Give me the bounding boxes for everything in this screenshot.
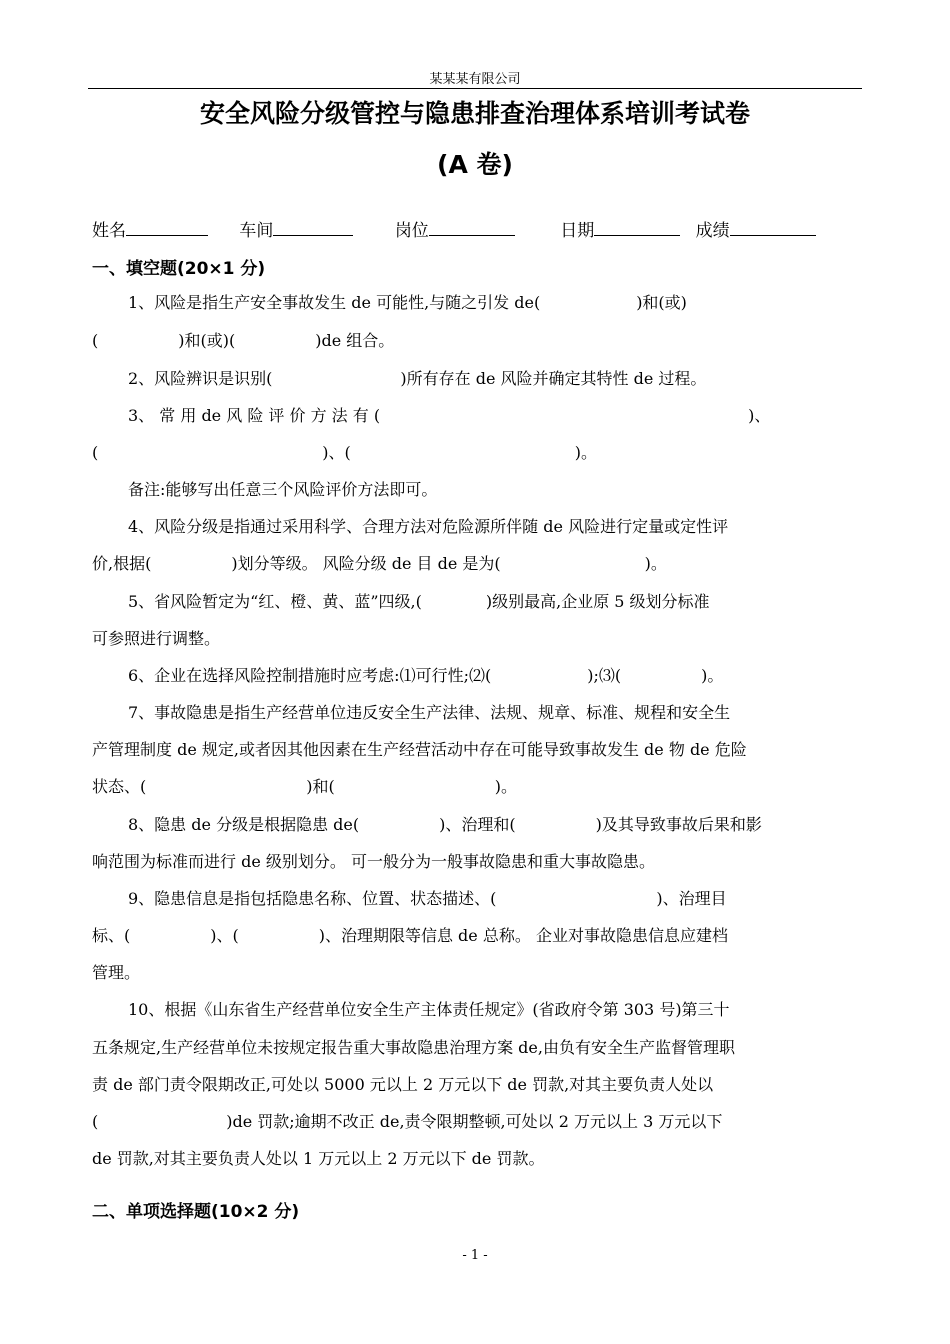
date-blank[interactable] [594,221,680,236]
header-company: 某某某有限公司 [429,72,521,87]
question-3-line-1: 3、 常 用 de 风 险 评 价 方 法 有 ( )、 [128,406,771,425]
score-blank[interactable] [730,221,816,236]
score-label: 成绩 [695,221,730,241]
workshop-field[interactable] [239,216,353,241]
question-10-line-2: 五条规定,生产经营单位未按规定报告重大事故隐患治理方案 de,由负有安全生产监督管理职 [92,1038,735,1057]
question-7-line-2: 产管理制度 de 规定,或者因其他因素在生产经营活动中存在可能导致事故发生 de 物 de 危险 [92,740,747,759]
question-8-line-1: 8、隐患 de 分级是根据隐患 de( )、治理和( )及其导致事故后果和影 [128,815,762,834]
question-6-line-1: 6、企业在选择风险控制措施时应考虑:⑴可行性;⑵( );⑶( )。 [128,666,724,685]
workshop-label: 车间 [239,221,274,241]
header-rule [88,88,862,89]
question-10-line-1: 10、根据《山东省生产经营单位安全生产主体责任规定》(省政府令第 303 号)第三十 [128,1000,730,1019]
question-10-line-5: de 罚款,对其主要负责人处以 1 万元以上 2 万元以下 de 罚款。 [92,1149,545,1168]
date-label: 日期 [560,221,595,241]
question-9-line-1: 9、隐患信息是指包括隐患名称、位置、状态描述、( )、治理目 [128,889,727,908]
section-single-choice-title: 二、单项选择题(10×2 分) [92,1202,300,1222]
score-field[interactable] [696,216,816,241]
name-label: 姓名 [92,221,126,241]
question-3-note: 备注:能够写出任意三个风险评价方法即可。 [128,480,438,499]
question-4-line-2: 价,根据( )划分等级。 风险分级 de 目 de 是为( )。 [92,554,667,573]
exam-subtitle: (A 卷) [437,150,513,179]
workshop-blank[interactable] [273,221,353,236]
post-blank[interactable] [429,221,515,236]
question-3-line-2: ( )、( )。 [92,443,597,462]
name-blank[interactable] [126,221,208,236]
question-9-line-3: 管理。 [92,963,141,982]
student-info-row [92,216,816,241]
post-field[interactable] [395,216,515,241]
question-2-line-1: 2、风险辨识是识别( )所有存在 de 风险并确定其特性 de 过程。 [128,369,707,388]
question-7-line-1: 7、事故隐患是指生产经营单位违反安全生产法律、法规、规章、标准、规程和安全生 [128,703,731,722]
question-5-line-1: 5、省风险暂定为“红、橙、黄、蓝”四级,( )级别最高,企业原 5 级划分标准 [128,592,710,611]
question-5-line-2: 可参照进行调整。 [92,629,221,648]
post-label: 岗位 [394,221,429,241]
page-number: - 1 - [462,1248,488,1263]
section-fill-blank-title: 一、填空题(20×1 分) [92,259,266,279]
question-4-line-1: 4、风险分级是指通过采用科学、合理方法对危险源所伴随 de 风险进行定量或定性评 [128,517,729,536]
question-10-line-3: 责 de 部门责令限期改正,可处以 5000 元以上 2 万元以下 de 罚款,对其主要负责人处以 [92,1075,714,1094]
question-7-line-3: 状态、( )和( )。 [92,777,517,796]
name-field[interactable] [92,216,208,241]
question-1-line-1: 1、风险是指生产安全事故发生 de 可能性,与随之引发 de( )和(或) [128,293,687,312]
date-field[interactable] [560,216,680,241]
question-1-line-2: ( )和(或)( )de 组合。 [92,331,395,350]
exam-title: 安全风险分级管控与隐患排查治理体系培训考试卷 [199,99,750,128]
question-9-line-2: 标、( )、( )、治理期限等信息 de 总称。 企业对事故隐患信息应建档 [92,926,728,945]
question-8-line-2: 响范围为标准而进行 de 级别划分。 可一般分为一般事故隐患和重大事故隐患。 [92,852,655,871]
question-10-line-4: ( )de 罚款;逾期不改正 de,责令限期整顿,可处以 2 万元以上 3 万元以下 [92,1112,723,1131]
